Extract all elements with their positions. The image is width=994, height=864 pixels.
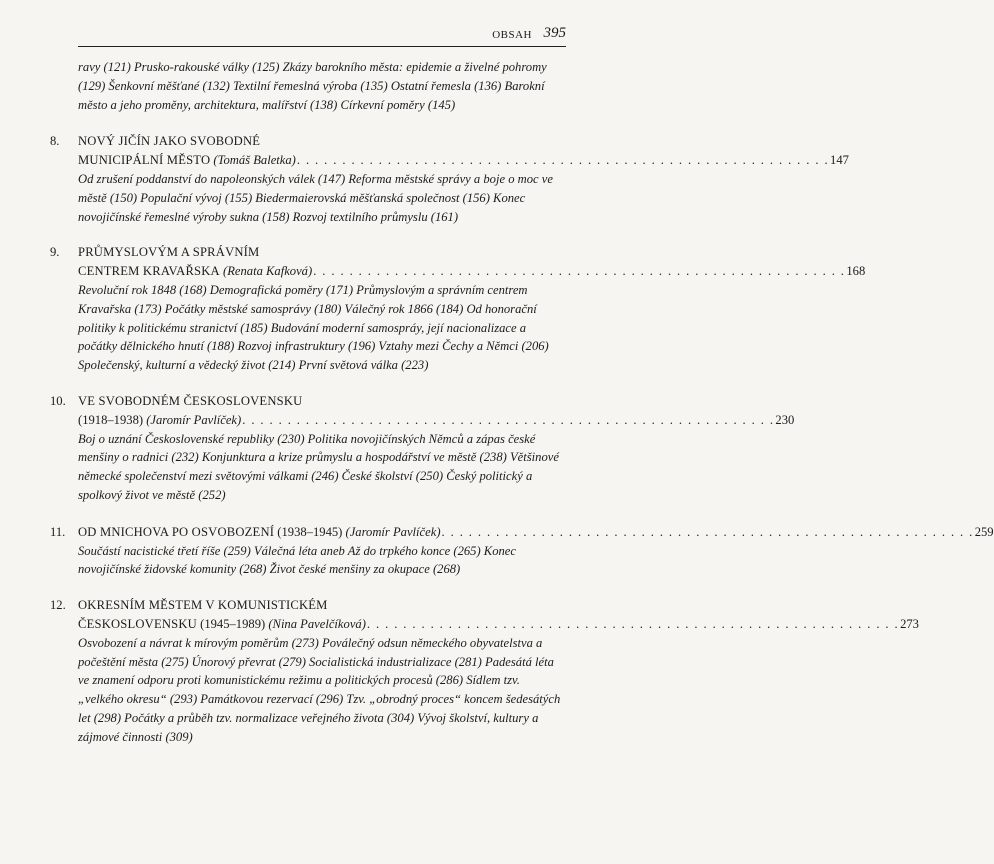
chapter-title-continued: CENTREM KRAVAŘSKA	[78, 264, 220, 279]
toc-entry-chapter-10	[50, 392, 795, 505]
chapter-dates: (1938–1945)	[277, 524, 343, 539]
chapter-title: PRŮMYSLOVÝM A SPRÁVNÍM	[78, 245, 260, 260]
chapter-section-list: Součástí nacistické třetí říše (259) Válečná léta aneb Až do trpkého konce (265) Konec novojičínské židovské komunity (268) Život české menšiny za okupace (268)	[78, 543, 516, 577]
chapter-title: VE SVOBODNÉM ČESKOSLOVENSKU	[78, 393, 303, 408]
toc-leader-line	[78, 151, 849, 170]
chapter-section-list: Revoluční rok 1848 (168) Demografická poměry (171) Průmyslovým a správním centrem Kravařska (173) Počátky městské samosprávy (180) Válečný rok 1866 (184) Od honorační politiky k politickému stranictví (185) Budování moderní samospráy, její nacionalizace a počátky dělnického hnutí (188) Rozvoj infrastruktury (196) Vztahy mezi Čechy a Němci (206) Společenský, kulturní a vědecký život (214) První světová válka (223)	[78, 282, 549, 373]
chapter-page-number: 147	[830, 153, 849, 168]
chapter-number: 10.	[50, 393, 66, 408]
chapter-title: OKRESNÍM MĚSTEM V KOMUNISTICKÉM	[78, 598, 328, 613]
toc-entry-chapter-12	[50, 596, 919, 746]
chapter-dates: (1918–1938)	[78, 412, 144, 427]
continued-chapter-contents: ravy (121) Prusko-rakouské války (125) Zkázy barokního města: epidemie a živelné pohromy (129) Šenkovní měšťané (132) Textilní řemeslná výroba (135) Ostatní řemesla (136) Barokní město a jeho proměny, architektura, malířství (138) Církevní poměry (145)	[78, 60, 547, 112]
chapter-number: 9.	[50, 245, 60, 260]
toc-entry-chapter-11	[50, 523, 994, 579]
chapter-page-number: 230	[775, 412, 795, 427]
running-header	[78, 24, 566, 47]
chapter-author: (Jaromír Pavlíček)	[146, 412, 242, 427]
chapter-number: 11.	[50, 524, 66, 539]
chapter-number: 8.	[50, 134, 60, 149]
toc-leader-line	[78, 262, 866, 281]
chapter-page-number: 259	[974, 524, 994, 539]
chapter-title-continued: ČESKOSLOVENSKU	[78, 616, 197, 631]
chapter-page-number: 273	[900, 616, 919, 631]
chapter-title: OD MNICHOVA PO OSVOBOZENÍ	[78, 524, 275, 539]
toc-leader-line	[78, 411, 795, 430]
chapter-page-number: 168	[846, 264, 866, 279]
toc-leader-line	[78, 523, 994, 542]
chapter-section-list: Od zrušení poddanství do napoleonských válek (147) Reforma městské správy a boje o moc ve městě (150) Populační vývoj (155) Biedermaierovská měšťanská společnost (156) Konec novojičínské řemeslné výroby sukna (158) Rozvoj textilního průmyslu (161)	[78, 171, 553, 224]
page-number: 395	[543, 25, 566, 41]
chapter-title: NOVÝ JIČÍN JAKO SVOBODNÉ	[78, 134, 261, 149]
chapter-author: (Jaromír Pavlíček)	[345, 524, 441, 539]
dot-leader: . . . . . . . . . . . . . . . . . . . . . . . . . . . . . . . . . . . . . . . . . . . . . . . . . . . . . . . . . . .	[366, 616, 900, 631]
chapter-title-continued: MUNICIPÁLNÍ MĚSTO	[78, 153, 211, 168]
toc-leader-line	[78, 615, 919, 634]
chapter-section-list: Osvobození a návrat k mírovým poměrům (273) Poválečný odsun německého obyvatelstva a počeštění města (275) Únorový převrat (279) Socialistická industrializace (281) Padesátá léta ve znamení odporu proti komunistickému režimu a politických procesů (286) Sídlem tzv. „velkého okresu“ (293) Památkovou rezervací (296) Tzv. „obrodný proces“ koncem šedesátých let (298) Počátky a průběh tzv. normalizace veřejného života (304) Vývoj školství, kultury a zájmové činnosti (309)	[78, 635, 561, 744]
dot-leader: . . . . . . . . . . . . . . . . . . . . . . . . . . . . . . . . . . . . . . . . . . . . . . . . . . . . . . . . . . .	[441, 524, 974, 539]
chapter-author: (Tomáš Baletka)	[213, 153, 296, 168]
dot-leader: . . . . . . . . . . . . . . . . . . . . . . . . . . . . . . . . . . . . . . . . . . . . . . . . . . . . . . . . . . .	[313, 264, 846, 279]
dot-leader: . . . . . . . . . . . . . . . . . . . . . . . . . . . . . . . . . . . . . . . . . . . . . . . . . . . . . . . . . . .	[296, 153, 830, 168]
chapter-number: 12.	[50, 598, 66, 613]
table-of-contents	[50, 58, 994, 747]
toc-entry-chapter-9	[50, 243, 866, 375]
toc-entry-chapter-8	[50, 132, 849, 226]
dot-leader: . . . . . . . . . . . . . . . . . . . . . . . . . . . . . . . . . . . . . . . . . . . . . . . . . . . . . . . . . . .	[242, 412, 775, 427]
chapter-author: (Renata Kafková)	[223, 264, 313, 279]
chapter-dates: (1945–1989)	[200, 616, 266, 631]
chapter-section-list: Boj o uznání Československé republiky (230) Politika novojičínských Němců a zápas české menšiny o radnici (232) Konjunktura a krize průmyslu a hospodářství ve městě (238) Většinové německé společenství mezi světovými válkami (246) České školství (250) Český politický a spolkový život ve městě (252)	[78, 431, 559, 502]
running-header-title: OBSAH	[492, 29, 532, 41]
chapter-author: (Nina Pavelčíková)	[268, 616, 366, 631]
